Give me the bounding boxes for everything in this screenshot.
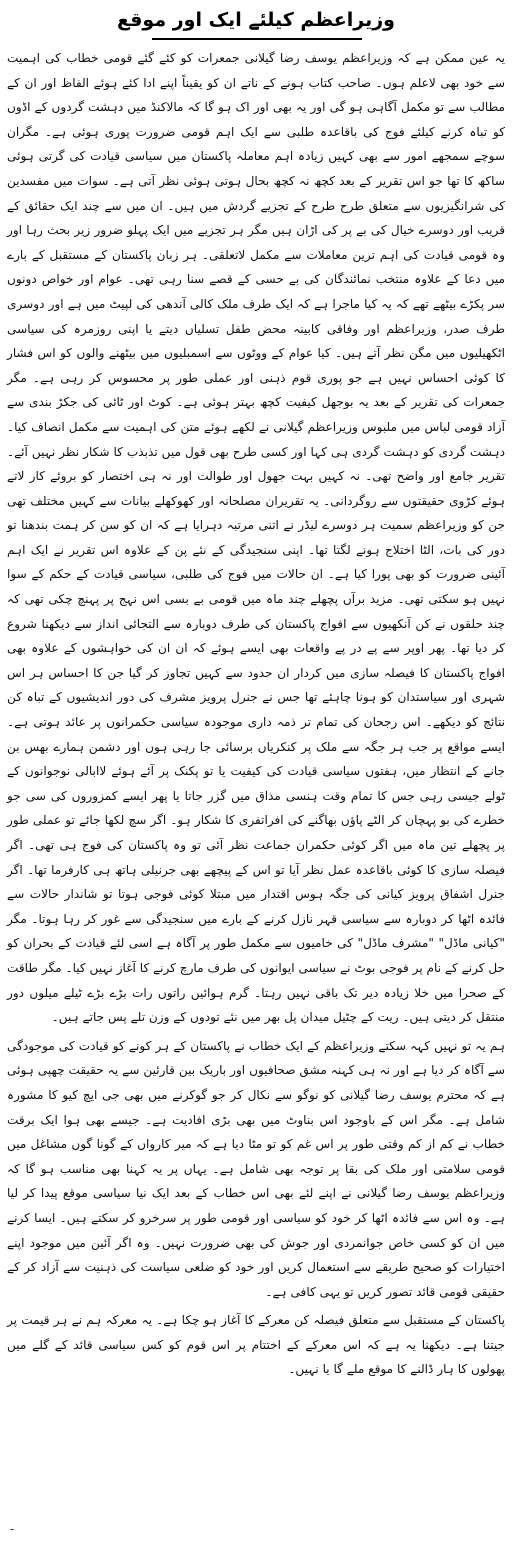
article-paragraph: ہم یہ تو نہیں کہہ سکتے وزیراعظم کے ایک خطاب نے پاکستان کے ہر کونے کو قیادت کی موجودگی سے آگاہ کر دیا ہے اور نہ ہی کہنہ مشق صحافیوں اور باریک بین قارئین سے یہ حقیقت چھپی ہوئی ہے کہ محترم یوسف رضا گیلانی کو نوگو سے نکال کر جو گوکرنے میں بھی جی ایچ کیو کا مشورہ شامل ہے۔ مگر اس کے باوجود اس بناوٹ میں بھی بڑی افادیت ہے۔ جیسے بھی ہوا ایک برقت خطاب نے کم از کم وقتی طور پر اس غم کو تو مٹا دیا ہے کہ میر کارواں کے گونا گوں مشاغل میں قومی سلامتی اور ملک کی بقا پر توجہ بھی شامل ہے۔ یہاں پر یہ کہنا بھی مناسب ہو گا کہ وزیراعظم یوسف رضا گیلانی نے اپنے لئے بھی اس خطاب کے بعد ایک نیا سیاسی موقع پیدا کر لیا ہے۔ وہ اس سے فائدہ اٹھا کر خود کو سیاسی اور قومی طور پر سرخرو کر سکتے ہیں۔ ایسا کرنے میں ان کو کسی خاص جوانمردی اور جوش کی بھی ضرورت نہیں۔ وہ اگر آئین میں موجود اپنے اختیارات کو صحیح طریقے سے استعمال کریں اور خود کو ضلعی سیاست کی ذہنیت سے آزاد کر کے حقیقی قومی قائد تصور کریں تو یہی کافی ہے۔ — [7, 1038, 505, 1299]
article-end-mark: ‐ — [10, 1522, 15, 1536]
article-headline: وزیراعظم کیلئے ایک اور موقع — [117, 9, 395, 31]
headline-underline-divider — [152, 38, 362, 40]
article-paragraph: یہ عین ممکن ہے کہ وزیراعظم یوسف رضا گیلانی جمعرات کو کئے گئے قومی خطاب کی اہمیت سے خود بھی لاعلم ہوں۔ صاحب کتاب ہونے کے ناتے ان کو یقیناً اپنے ادا کئے ہوئے الفاظ اور ان کے مطالب سے تو مکمل آگاہی ہو گی اور یہ بھی اور اک ہو گا کہ مالاکنڈ میں دہشت گردوں کے اڈوں کو تباہ کرنے کیلئے فوج کی باقاعدہ طلبی سے ایک اہم قومی ضرورت پوری ہوئی ہے۔ مگران سوچے سمجھے امور سے بھی کہیں زیادہ اہم معاملہ پاکستان میں سیاسی قیادت کی گرتی ہوئی ساکھ کا تھا جو اس تقریر کے بعد کچھ نہ کچھ بحال ہوتی ہوئی نظر آتی ہے۔ سوات میں مفسدین کی شرانگیزیوں سے متعلق طرح طرح کے تجزیے گردش میں ہیں۔ ان میں سے چند ایک حقائق کے قریب اور دوسرے خیال کی بے پر کی اڑان ہیں مگر ہر تجزیے میں ایک پہلو ضرور زیر بحث رہا اور وہ قومی قیادت کی اہم ترین معاملات سے مکمل لاتعلقی۔ ہر زبان پاکستان کے مستقبل کے بارے میں دعا کے علاوہ منتخب نمائندگان کی بے حسی کے قصے سنا رہی تھی۔ عوام اور خواص دونوں سر پکڑے بیٹھے تھے کہ یہ کیا ماجرا ہے کہ ایک طرف ملک کالی آندھی کی لپیٹ میں ہے اور دوسری طرف صدر، وزیراعظم اور وفاقی کابینہ محض طفل تسلیاں دیتے یا اپنی روزمرہ کی سیاسی اٹکھیلیوں میں مگن نظر آتے ہیں۔ کیا عوام کے ووٹوں سے اسمبلیوں میں بیٹھنے والوں کو اس فشار کا کوئی احساس نہیں ہے جو پوری قوم ذہنی اور عملی طور پر محسوس کر رہی ہے۔ مگر جمعرات کی تقریر کے بعد یہ بوجھل کیفیت کچھ بہتر ہوئی ہے۔ کوٹ اور ٹائی کی جکڑ بندی سے آزاد قومی لباس میں ملبوس وزیراعظم گیلانی نے لکھے ہوئے متن کی اہمیت سے مکمل انصاف کیا۔ دہشت گردی کو دہشت گردی ہی کہا اور کسی طرح بھی قول میں تذبذب کا شکار نظر نہیں آئے۔ تقریر جامع اور واضح تھی۔ نہ کہیں بہت جھول اور طوالت اور نہ ہی اختصار کو بروئے کار لاتے ہوئے کڑوی حقیقتوں سے روگردانی۔ یہ تقریران مصلحانہ اور کھوکھلے بیانات سے کہیں مختلف تھی جن کو وزیراعظم سمیت ہر دوسرے لیڈر نے اتنی مرتبہ دہرایا ہے کہ ان کو سن کر ہمت بندھنا تو دور کی بات، الٹا اختلاج ہونے لگتا تھا۔ اپنی سنجیدگی کے نئے پن کے علاوہ اس تقریر نے ایک اہم آئینی ضرورت کو بھی پورا کیا ہے۔ ان حالات میں فوج کی طلبی، سیاسی قیادت کے حکم کے سوا نہیں ہو سکتی تھی۔ مزید برآں پچھلے چند ماہ میں قومی بے بسی اس نہج پر پہنچ چکی تھی کہ چند حلقوں نے کن آنکھیوں سے افواج پاکستان کی طرف دوبارہ سے التجائی انداز سے دیکھنا شروع کر دیا تھا۔ پھر اوپر سے پے در پے واقعات بھی ایسے ہوئے کہ ان ان کی خواہشوں کے علاوہ بھی افواج پاکستان کا فیصلہ سازی میں کردار ان حدود سے کہیں تجاوز کر گیا جن کا احساس ہر اس شہری اور سیاستدان کو ہونا چاہئے تھا جس نے جنرل پرویز مشرف کی دور اندیشیوں کے تباہ کن نتائج کو دیکھے۔ اس رجحان کی تمام تر ذمہ داری موجودہ سیاسی حکمرانوں پر عائد ہوتی ہے۔ ایسے مواقع پر جب ہر جگہ سے ملک پر کنکریاں برسائی جا رہی ہوں اور دشمن ہمارے بھس بن جانے کے انتظار میں، ہفتوں سیاسی قیادت کی کیفیت یا تو پکنک پر آئے ہوئے لاابالی نوجوانوں کے ٹولے جیسی رہی جس کا تمام وقت ہنسی مذاق میں گزر جاتا یا پھر ایسے کمزوروں کی سی جو خطرے کی بو پہچان کر الٹے پاؤں بھاگنے کی افراتفری کا شکار ہو۔ اگر سچ لکھا جائے تو عملی طور پر پچھلے تین ماہ میں اگر کوئی حکمران جماعت نظر آئی تو وہ پاکستان کی فوج ہی تھی۔ اگر فیصلہ سازی کا کوئی باقاعدہ عمل نظر آیا تو اس کے پیچھے بھی جرنیلی ہاتھ ہی کارفرما تھا۔ اگر جنرل اشفاق پرویز کیانی کی جگہ ہوس اقتدار میں مبتلا کوئی فوجی ہوتا تو شاندار حالات سے فائدہ اٹھا کر دوبارہ سے سیاسی قہر نازل کرنے کے بارے میں سنجیدگی سے غور کر رہا ہوتا۔ مگر "کیانی ماڈل" "مشرف ماڈل" کی خامیوں سے مکمل طور پر آگاہ ہے اسی لئے قیادت کے بحران کو حل کرنے کے نام پر فوجی بوٹ نے سیاسی ایوانوں کی طرف مارچ کرنے کا آغاز نہیں کیا۔ مگر طاقت کے صحرا میں خلا زیادہ دیر تک باقی نہیں رہتا۔ گرم ہوائیں راتوں رات بڑے بڑے ٹیلے میلوں دور منتقل کر دیتی ہیں۔ ریت کے چٹیل میدان پل بھر میں نئے تودوں کے وزن تلے پس جاتے ہیں۔ — [7, 51, 505, 1025]
article-paragraph: پاکستان کے مستقبل سے متعلق فیصلہ کن معرکے کا آغاز ہو چکا ہے۔ یہ معرکہ ہم نے ہر قیمت پر جیتنا ہے۔ دیکھنا یہ ہے کہ اس معرکے کے اختتام پر اس قوم کو کس سیاسی قائد کے گلے میں پھولوں کا ہار ڈالنے کا موقع ملے گا یا نہیں۔ — [7, 1313, 505, 1377]
article-body — [7, 46, 505, 1386]
